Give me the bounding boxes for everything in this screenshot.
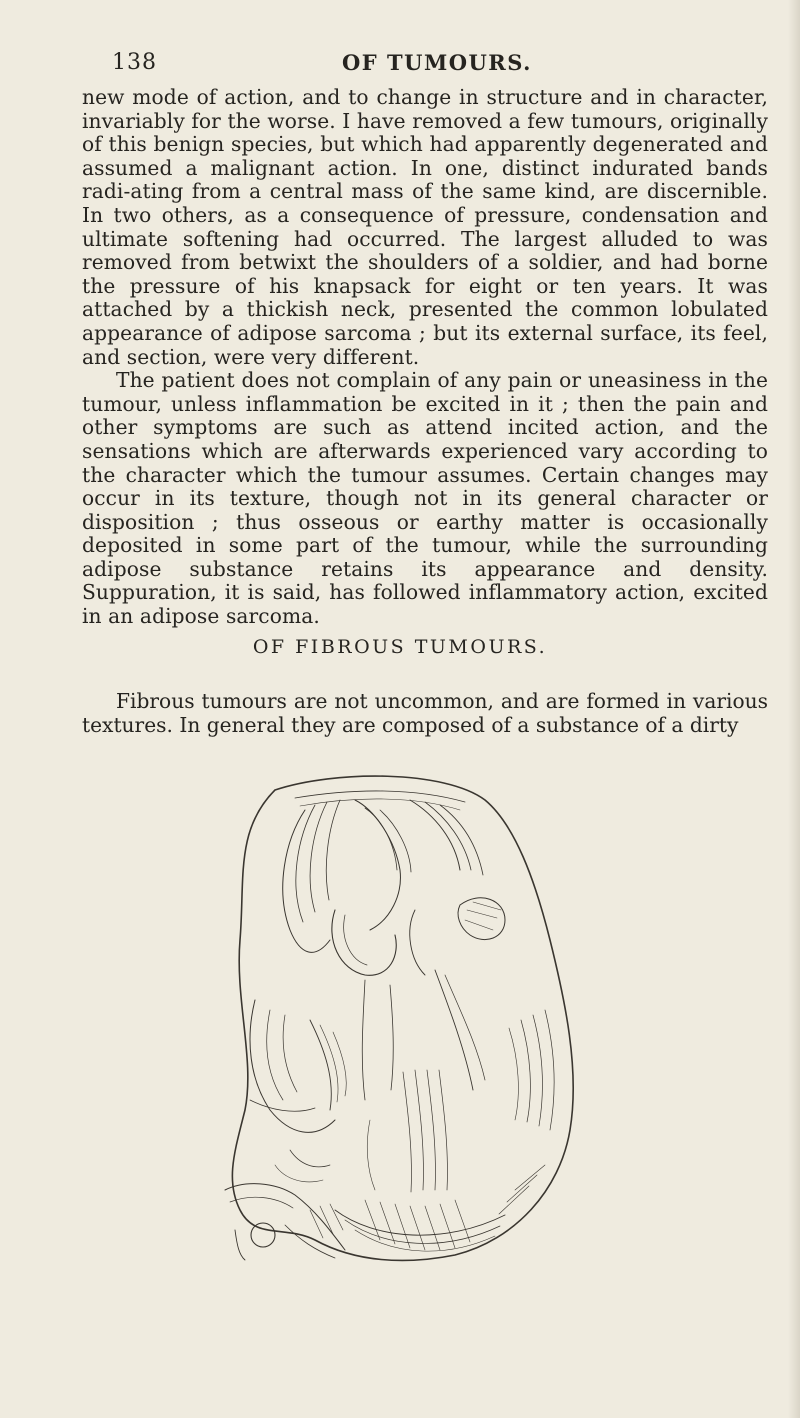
tumour-outline <box>232 776 573 1260</box>
paragraph: new mode of action, and to change in structure and in character, invariably for the worse. I have removed a few tumours, originally of this benign species, but which had apparently degenerated and assumed a malignant action. In one, distinct indurated bands radi-ating from a central mass of the same kind, are discernible. In two others, as a consequence of pressure, condensation and ultimate softening had occurred. The largest alluded to was removed from betwixt the shoulders of a soldier, and had borne the pressure of his knapsack for eight or ten years. It was attached by a thickish neck, presented the common lobulated appearance of adipose sarcoma ; but its external surface, its feel, and section, were very different. <box>82 85 768 369</box>
tumour-engraving-illustration <box>215 770 585 1270</box>
section-paragraph: Fibrous tumours are not uncommon, and are formed in various textures. In general they are composed of a substance of a dirty <box>82 689 768 737</box>
page-number: 138 <box>112 50 157 75</box>
page-header <box>112 50 712 80</box>
running-head: OF TUMOURS. <box>342 50 532 75</box>
section-title: OF FIBROUS TUMOURS. <box>252 636 548 658</box>
nodule <box>251 1223 275 1247</box>
body-text <box>82 86 768 629</box>
page-edge-shadow <box>788 0 800 1418</box>
paragraph: The patient does not complain of any pain or uneasiness in the tumour, unless inflammation be excited in it ; then the pain and other symptoms are such as attend incited action, and the sensations which are afterwards experienced vary according to the character which the tumour assumes. Certain changes may occur in its texture, though not in its general character or disposition ; thus osseous or earthy matter is occasionally deposited in some part of the tumour, while the surrounding adipose substance retains its appearance and density. Suppuration, it is said, has followed inflammatory action, excited in an adipose sarcoma. <box>82 368 768 629</box>
